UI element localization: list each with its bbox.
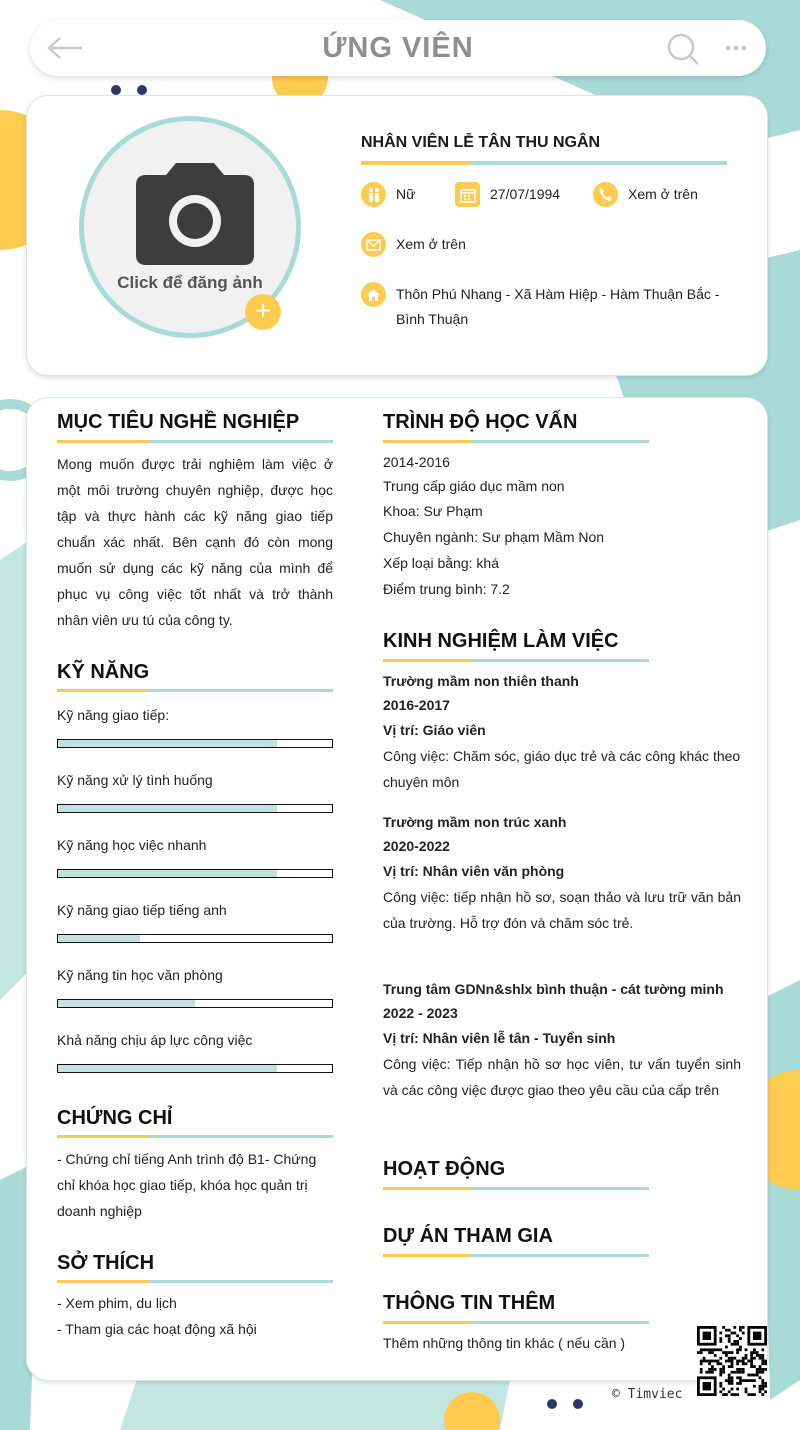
hobby-item: - Xem phim, du lịch <box>57 1295 177 1311</box>
skill-label: Kỹ năng xử lý tình huống <box>57 772 213 788</box>
search-icon[interactable] <box>666 32 700 66</box>
camera-icon <box>134 161 256 267</box>
job-title-rule <box>361 161 727 165</box>
hobbies-title: SỞ THÍCH <box>57 1252 155 1274</box>
skill-bar <box>57 999 333 1008</box>
activities-rule <box>383 1187 649 1190</box>
birthday-value: 27/07/1994 <box>490 186 561 202</box>
job-title: NHÂN VIÊN LỄ TÂN THU NGÂN <box>361 134 601 151</box>
certificates-rule <box>57 1135 333 1138</box>
address-line-1: Thôn Phú Nhang - Xã Hàm Hiệp - Hàm Thuận Bắc - <box>396 286 720 302</box>
avatar-upload[interactable] <box>79 116 301 338</box>
top-bar <box>30 20 766 76</box>
gender-icon <box>361 182 386 207</box>
job-description: Công việc: Chăm sóc, giáo dục trẻ và các công khác theo chuyên môn <box>383 748 741 790</box>
hobby-item: - Tham gia các hoạt động xã hội <box>57 1321 257 1337</box>
activities-title: HOẠT ĐỘNG <box>383 1158 506 1180</box>
hobbies-rule <box>57 1280 333 1283</box>
skill-bar-fill <box>58 870 277 877</box>
education-line: 2014-2016 <box>383 454 450 470</box>
qr-code[interactable] <box>697 1326 767 1396</box>
objective-title: MỤC TIÊU NGHỀ NGHIỆP <box>57 411 300 433</box>
certificates-text: - Chứng chỉ tiếng Anh trình độ B1- Chứng chỉ khóa học giao tiếp, khóa học quản trị doanh nghiệp <box>57 1151 317 1219</box>
objective-rule <box>57 440 333 443</box>
email-info <box>361 232 466 257</box>
copyright-text: © Timviec <box>612 1387 683 1402</box>
projects-rule <box>383 1254 649 1257</box>
job-period: 2022 - 2023 <box>383 1005 458 1021</box>
skill-bar-fill <box>58 935 140 942</box>
phone-icon <box>593 182 618 207</box>
job-period: 2020-2022 <box>383 838 450 854</box>
page-title: ỨNG VIÊN <box>322 32 474 64</box>
skill-bar <box>57 934 333 943</box>
add-photo-button[interactable]: + <box>245 294 281 330</box>
profile-card <box>26 95 768 376</box>
education-line: Khoa: Sư Phạm <box>383 503 483 519</box>
skill-label: Khả năng chịu áp lực công việc <box>57 1032 253 1048</box>
calendar-icon <box>455 182 480 207</box>
job-company: Trường mầm non thiên thanh <box>383 673 579 689</box>
education-line: Trung cấp giáo dục mầm non <box>383 478 565 494</box>
skill-label: Kỹ năng học việc nhanh <box>57 837 207 853</box>
job-description: Công việc: Tiếp nhận hồ sơ học viên, tư vấn tuyển sinh và các công việc được giao theo yêu cầu của cấp trên <box>383 1056 741 1098</box>
experience-title: KINH NGHIỆM LÀM VIỆC <box>383 630 619 652</box>
phone-value: Xem ở trên <box>628 186 698 202</box>
experience-rule <box>383 659 649 662</box>
resume-body <box>26 397 768 1381</box>
skill-label: Kỹ năng tin học văn phòng <box>57 967 223 983</box>
more-options-icon[interactable] <box>724 38 748 58</box>
certificates-title: CHỨNG CHỈ <box>57 1107 173 1129</box>
skill-bar <box>57 869 333 878</box>
extra-info-text: Thêm những thông tin khác ( nếu cần ) <box>383 1335 626 1351</box>
email-value: Xem ở trên <box>396 236 466 252</box>
education-title: TRÌNH ĐỘ HỌC VẤN <box>383 411 578 433</box>
email-icon <box>361 232 386 257</box>
skills-rule <box>57 689 333 692</box>
address-line-2: Bình Thuận <box>396 311 469 327</box>
education-line: Xếp loại bằng: khá <box>383 555 499 571</box>
birthday-info <box>455 182 560 207</box>
job-description: Công việc: tiếp nhận hồ sơ, soạn thảo và lưu trữ văn bản của trường. Hỗ trợ đón và chăm sóc trẻ. <box>383 889 741 931</box>
skill-bar-fill <box>58 1000 195 1007</box>
skill-bar <box>57 1064 333 1073</box>
job-position: Vị trí: Nhân viên văn phòng <box>383 863 565 879</box>
education-rule <box>383 440 649 443</box>
home-icon <box>361 282 386 307</box>
skill-bar <box>57 739 333 748</box>
address-info <box>361 282 719 332</box>
extra-info-title: THÔNG TIN THÊM <box>383 1292 556 1314</box>
job-company: Trung tâm GDNn&shlx bình thuận - cát tường minh <box>383 981 724 997</box>
skill-bar <box>57 804 333 813</box>
job-position: Vị trí: Giáo viên <box>383 722 486 738</box>
phone-info <box>593 182 698 207</box>
skill-label: Kỹ năng giao tiếp: <box>57 707 170 723</box>
job-period: 2016-2017 <box>383 697 450 713</box>
job-position: Vị trí: Nhân viên lễ tân - Tuyển sinh <box>383 1030 616 1046</box>
skills-title: KỸ NĂNG <box>57 661 150 683</box>
education-line: Chuyên ngành: Sư phạm Mầm Non <box>383 529 605 545</box>
skill-label: Kỹ năng giao tiếp tiếng anh <box>57 902 227 918</box>
skill-bar-fill <box>58 805 277 812</box>
projects-title: DỰ ÁN THAM GIA <box>383 1225 553 1247</box>
gender-value: Nữ <box>396 186 416 202</box>
education-line: Điểm trung bình: 7.2 <box>383 581 510 597</box>
objective-text: Mong muốn được trải nghiệm làm việc ở một môi trường chuyên nghiệp, được học tập và thực hành các kỹ năng giao tiếp chuẩn xác nhất. Bên cạnh đó còn mong muốn sử dụng các kỹ năng của mình để phục vụ công việc tốt nhất và trở thành nhân viên ưu tú của công ty. <box>57 456 333 628</box>
avatar-caption: Click để đăng ảnh <box>117 273 263 292</box>
skill-bar-fill <box>58 740 277 747</box>
skill-bar-fill <box>58 1065 277 1072</box>
gender-info <box>361 182 415 207</box>
job-company: Trường mầm non trúc xanh <box>383 814 567 830</box>
extra-info-rule <box>383 1321 649 1324</box>
